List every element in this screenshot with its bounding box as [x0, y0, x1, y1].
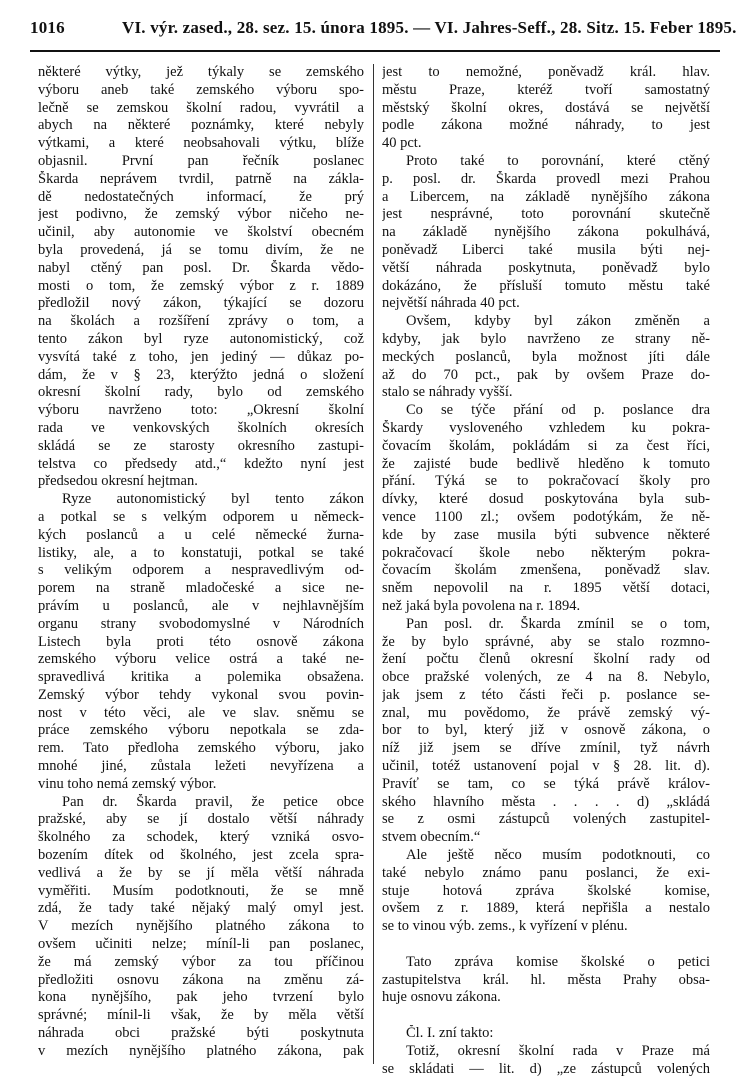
text-line: až do 70 pct., pak by ovšem Praze do-	[382, 366, 710, 383]
text-line: Škardy vysloveného vzhledem ku pokra-	[382, 419, 710, 436]
text-line: huje osnovu zákona.	[382, 989, 501, 1006]
text-line: Pravíť se tam, co se týká právě králov-	[382, 775, 710, 792]
text-line: kde by zase musila býti subvence některé	[382, 526, 710, 543]
text-line: v mezích nynějšího platného zákona, pak	[38, 1042, 364, 1059]
text-line: že má zemský výbor za tou příčinou	[38, 953, 364, 970]
text-line: dám, že v § 23, kterýžto jedná o složení	[38, 366, 364, 383]
text-line: jest podivno, že zemský výbor ničeho ne-	[38, 206, 364, 223]
text-line: jest to nemožné, poněvadž král. hlav.	[382, 64, 710, 80]
text-line: se to vinou výb. zems., k vyřízení v plénu.	[382, 918, 628, 935]
text-line: zastupitelstva král. hl. města Prahy obsa-	[382, 971, 710, 988]
text-line: čovacím školám, pokládám si za čest říci,	[382, 437, 710, 454]
text-line: že zajisté bude bedlivě hleděno k tomuto	[382, 455, 710, 472]
text-line: Pan posl. dr. Škarda zmínil se o tom,	[406, 615, 710, 632]
text-line: školného za schodek, který vzniká osvo-	[38, 829, 364, 846]
text-line: rada ve venkovských školních okresích	[38, 419, 364, 436]
text-line: učinil, aby autonomie ve školství obecném	[38, 224, 364, 241]
text-line: Ale ještě něco musím podotknouti, co	[406, 847, 710, 864]
page-header	[30, 16, 737, 44]
text-line: okresní školní rady, bylo od zemského	[38, 384, 364, 401]
text-line: se skládati — lit. d) „ze zástupců volených	[382, 1060, 710, 1077]
text-line: bozením dítek od školného, jest zcela spra-	[38, 847, 364, 864]
text-line: Listech byla proti této osnově zákona	[38, 633, 364, 650]
text-line: mosti o tom, že zemský výbor z r. 1889	[38, 277, 364, 294]
text-line: nost v této věci, ale ve slav. sněmu se	[38, 704, 364, 721]
text-line: vysvítá také z toho, jen jediný — důkaz po-	[38, 348, 364, 365]
text-line: stvem obecním.“	[382, 829, 481, 846]
text-line: že by bylo správné, aby se stalo rozmno-	[382, 633, 710, 650]
text-line: Ryze autonomistický byl tento zákon	[62, 491, 364, 508]
text-line: spravedlivá kritika a polemika obsažena.	[38, 669, 364, 686]
text-line: obce pražské volených, ze 4 na 8. Nebylo,	[382, 669, 710, 686]
text-line: také nebylo známo panu poslanci, že exi-	[382, 864, 710, 881]
text-line: správné; mínil-li však, že by měla větší	[38, 1007, 364, 1024]
text-line: poněvadž Liberci také musila býti nej-	[382, 241, 710, 258]
column-divider	[373, 64, 374, 1064]
text-line: Pan dr. Škarda pravil, že petice obce	[62, 793, 364, 810]
text-line: Totiž, okresní školní rada v Praze má	[406, 1042, 710, 1059]
text-line: lečně se zemskou školní radou, vyvrátil a	[38, 99, 364, 116]
text-line: bor to byl, který již v osnově zákona, o	[382, 722, 710, 739]
text-line: vedlivá a že by se jí měla větší náhrada	[38, 864, 364, 881]
text-line: rem. Tato předloha zemského výboru, jako	[38, 740, 364, 757]
text-line: městský školní okres, dostává se největší	[382, 99, 710, 116]
text-line: sněm nepovolil na r. 1895 větší dotaci,	[382, 580, 710, 597]
text-line: a potkal se s velkým odporem u německ-	[38, 508, 364, 525]
text-line: dokázáno, že přísluší tomuto městu také	[382, 277, 710, 294]
text-line: čovacím školám zmenšena, poněvadž slav.	[382, 562, 710, 579]
text-line: p. posl. dr. Škarda provedl mezi Prahou	[382, 170, 710, 187]
text-line: jest nesprávné, toto porovnání skutečně	[382, 206, 710, 223]
text-line: tento zákon byl ryze autonomistický, což	[38, 330, 364, 347]
text-line: kona nynějšího, pak jeho tvrzení bylo	[38, 989, 364, 1006]
text-line: kých poslanců a u celé německé žurna-	[38, 526, 364, 543]
text-line: a Libercem, na základě nynějšího zákona	[382, 188, 710, 205]
text-line: abych na některé poznámky, které nebyly	[38, 117, 364, 134]
text-line: vence 1100 zl.; ovšem podotýkám, že ně-	[382, 508, 710, 525]
text-line: předsedou okresní hejtman.	[38, 473, 198, 490]
page-number: 1016	[30, 18, 65, 37]
text-line: ského hlavního města . . . . d) „skládá	[382, 793, 710, 810]
text-line: telstva co předsedy atd.,“ kdežto nyní jest	[38, 455, 364, 472]
text-line: Škarda neprávem tvrdil, patrně na zákla-	[38, 170, 364, 187]
text-line	[382, 936, 710, 954]
text-line: výboru navrženo toto: „Okresní školní	[38, 402, 364, 419]
text-line: vinu toho nemá zemský výbor.	[38, 775, 217, 792]
text-line: jak jsem z této části řeči p. poslance se-	[382, 686, 710, 703]
text-line: stalo se náhrady vyšší.	[382, 384, 513, 401]
text-line: na základě nynějšího zákona pokulhává,	[382, 224, 710, 241]
text-line: ovšem z r. 1889, která nepřišla a nestalo	[382, 900, 710, 917]
text-line: právím u poslanců, ale v nejhlavnějším	[38, 597, 364, 614]
text-line: skládá se ze starosty okresního zastupi-	[38, 437, 364, 454]
text-line: objasnil. První pan řečník poslanec	[38, 152, 364, 169]
text-line: na školách a rozšíření zprávy o tom, a	[38, 313, 364, 330]
text-line: největší náhrada 40 pct.	[382, 295, 520, 312]
text-line: s velikým odporem a nespravedlivým od-	[38, 562, 364, 579]
text-line: kdyby, jak bylo navrženo ze strany ně-	[382, 330, 710, 347]
text-line: dívky, které dosud poskytována byla sub-	[382, 491, 710, 508]
text-line: zemského výboru velice ostrá a také ne-	[38, 651, 364, 668]
text-line: Čl. I. zní takto:	[406, 1025, 494, 1042]
text-line: výtkami, a které neobsahovali výtku, blíže	[38, 135, 364, 152]
text-line: náhrada obci pražské býti poskytnuta	[38, 1025, 364, 1042]
text-line: Ovšem, kdyby byl zákon změněn a	[406, 313, 710, 330]
text-line: porem na straně mladočeské a sice ne-	[38, 580, 364, 597]
text-line: vyměřiti. Musím podotknouti, že se mně	[38, 882, 364, 899]
text-line: dě nedostatečných informací, že prý	[38, 188, 364, 205]
text-line: nabyl ctěný pan posl. Dr. Škarda vědo-	[38, 259, 364, 276]
left-column	[38, 64, 364, 1061]
text-line: listiky, ale, a to konstatuji, potkal se také	[38, 544, 364, 561]
text-line: předložil nový zákon, týkající se dozoru	[38, 295, 364, 312]
text-line: pokračovací škole nebo některým pokra-	[382, 544, 710, 561]
right-column	[382, 64, 710, 1078]
text-line: žení počtu členů okresní školní rady od	[382, 651, 710, 668]
text-line: pražské, aby se jí dostalo větší náhrady	[38, 811, 364, 828]
header-rule	[30, 50, 720, 52]
text-line: městu Praze, kteréž tvoří samostatný	[382, 81, 710, 98]
text-line	[382, 1007, 710, 1025]
text-line: větší náhrada poskytnuta, poněvadž bylo	[382, 259, 710, 276]
text-line: zdá, že tady také nějaký malý omyl jest.	[38, 900, 364, 917]
text-line: stuje hotová zpráva školské komise,	[382, 882, 710, 899]
text-line: organu strany svobodomyslné v Národních	[38, 615, 364, 632]
text-line: předložiti osnovu zákona na změnu zá-	[38, 971, 364, 988]
text-line: než jaká byla povolena na r. 1894.	[382, 597, 581, 614]
text-line: práce zemského výboru nepotkala se zda-	[38, 722, 364, 739]
text-line: znal, mu povědomo, že právě zemský vý-	[382, 704, 710, 721]
text-line: meckých poslanců, byla možnost jíti dále	[382, 348, 710, 365]
text-line: učinil, totéž ustanovení pojal v § 28. lit. d).	[382, 758, 710, 775]
text-line: přání. Týká se to pokračovací školy pro	[382, 473, 710, 490]
text-line: se z osmi zástupců volených zastupitel-	[382, 811, 710, 828]
text-line: některé výtky, jež týkaly se zemského	[38, 64, 364, 80]
text-line: 40 pct.	[382, 135, 422, 152]
text-line: Co se týče přání od p. poslance dra	[406, 402, 710, 419]
text-line: Tato zpráva komise školské o petici	[406, 953, 710, 970]
text-line: Proto také to porovnání, které ctěný	[406, 152, 710, 169]
text-line: podle zákona možné náhrady, to jest	[382, 117, 710, 134]
text-line: mnohé jiné, zůstala ležeti nevyřízena a	[38, 758, 364, 775]
text-line: ovšem učiniti nelze; míníl-li pan poslanec,	[38, 936, 364, 953]
text-line: byla provedená, já se tomu divím, že ne	[38, 241, 364, 258]
text-line: níž již jsem se dříve zmínil, tyž návrh	[382, 740, 710, 757]
header-title: VI. výr. zased., 28. sez. 15. února 1895. — VI. Jahres-Seff., 28. Sitz. 15. Feber 1895.	[122, 18, 737, 37]
text-line: Zemský výbor tehdy vykonal svou povin-	[38, 686, 364, 703]
text-line: V mezích nynějšího platného zákona to	[38, 918, 364, 935]
text-line: výboru aneb také zemského výboru spo-	[38, 81, 364, 98]
